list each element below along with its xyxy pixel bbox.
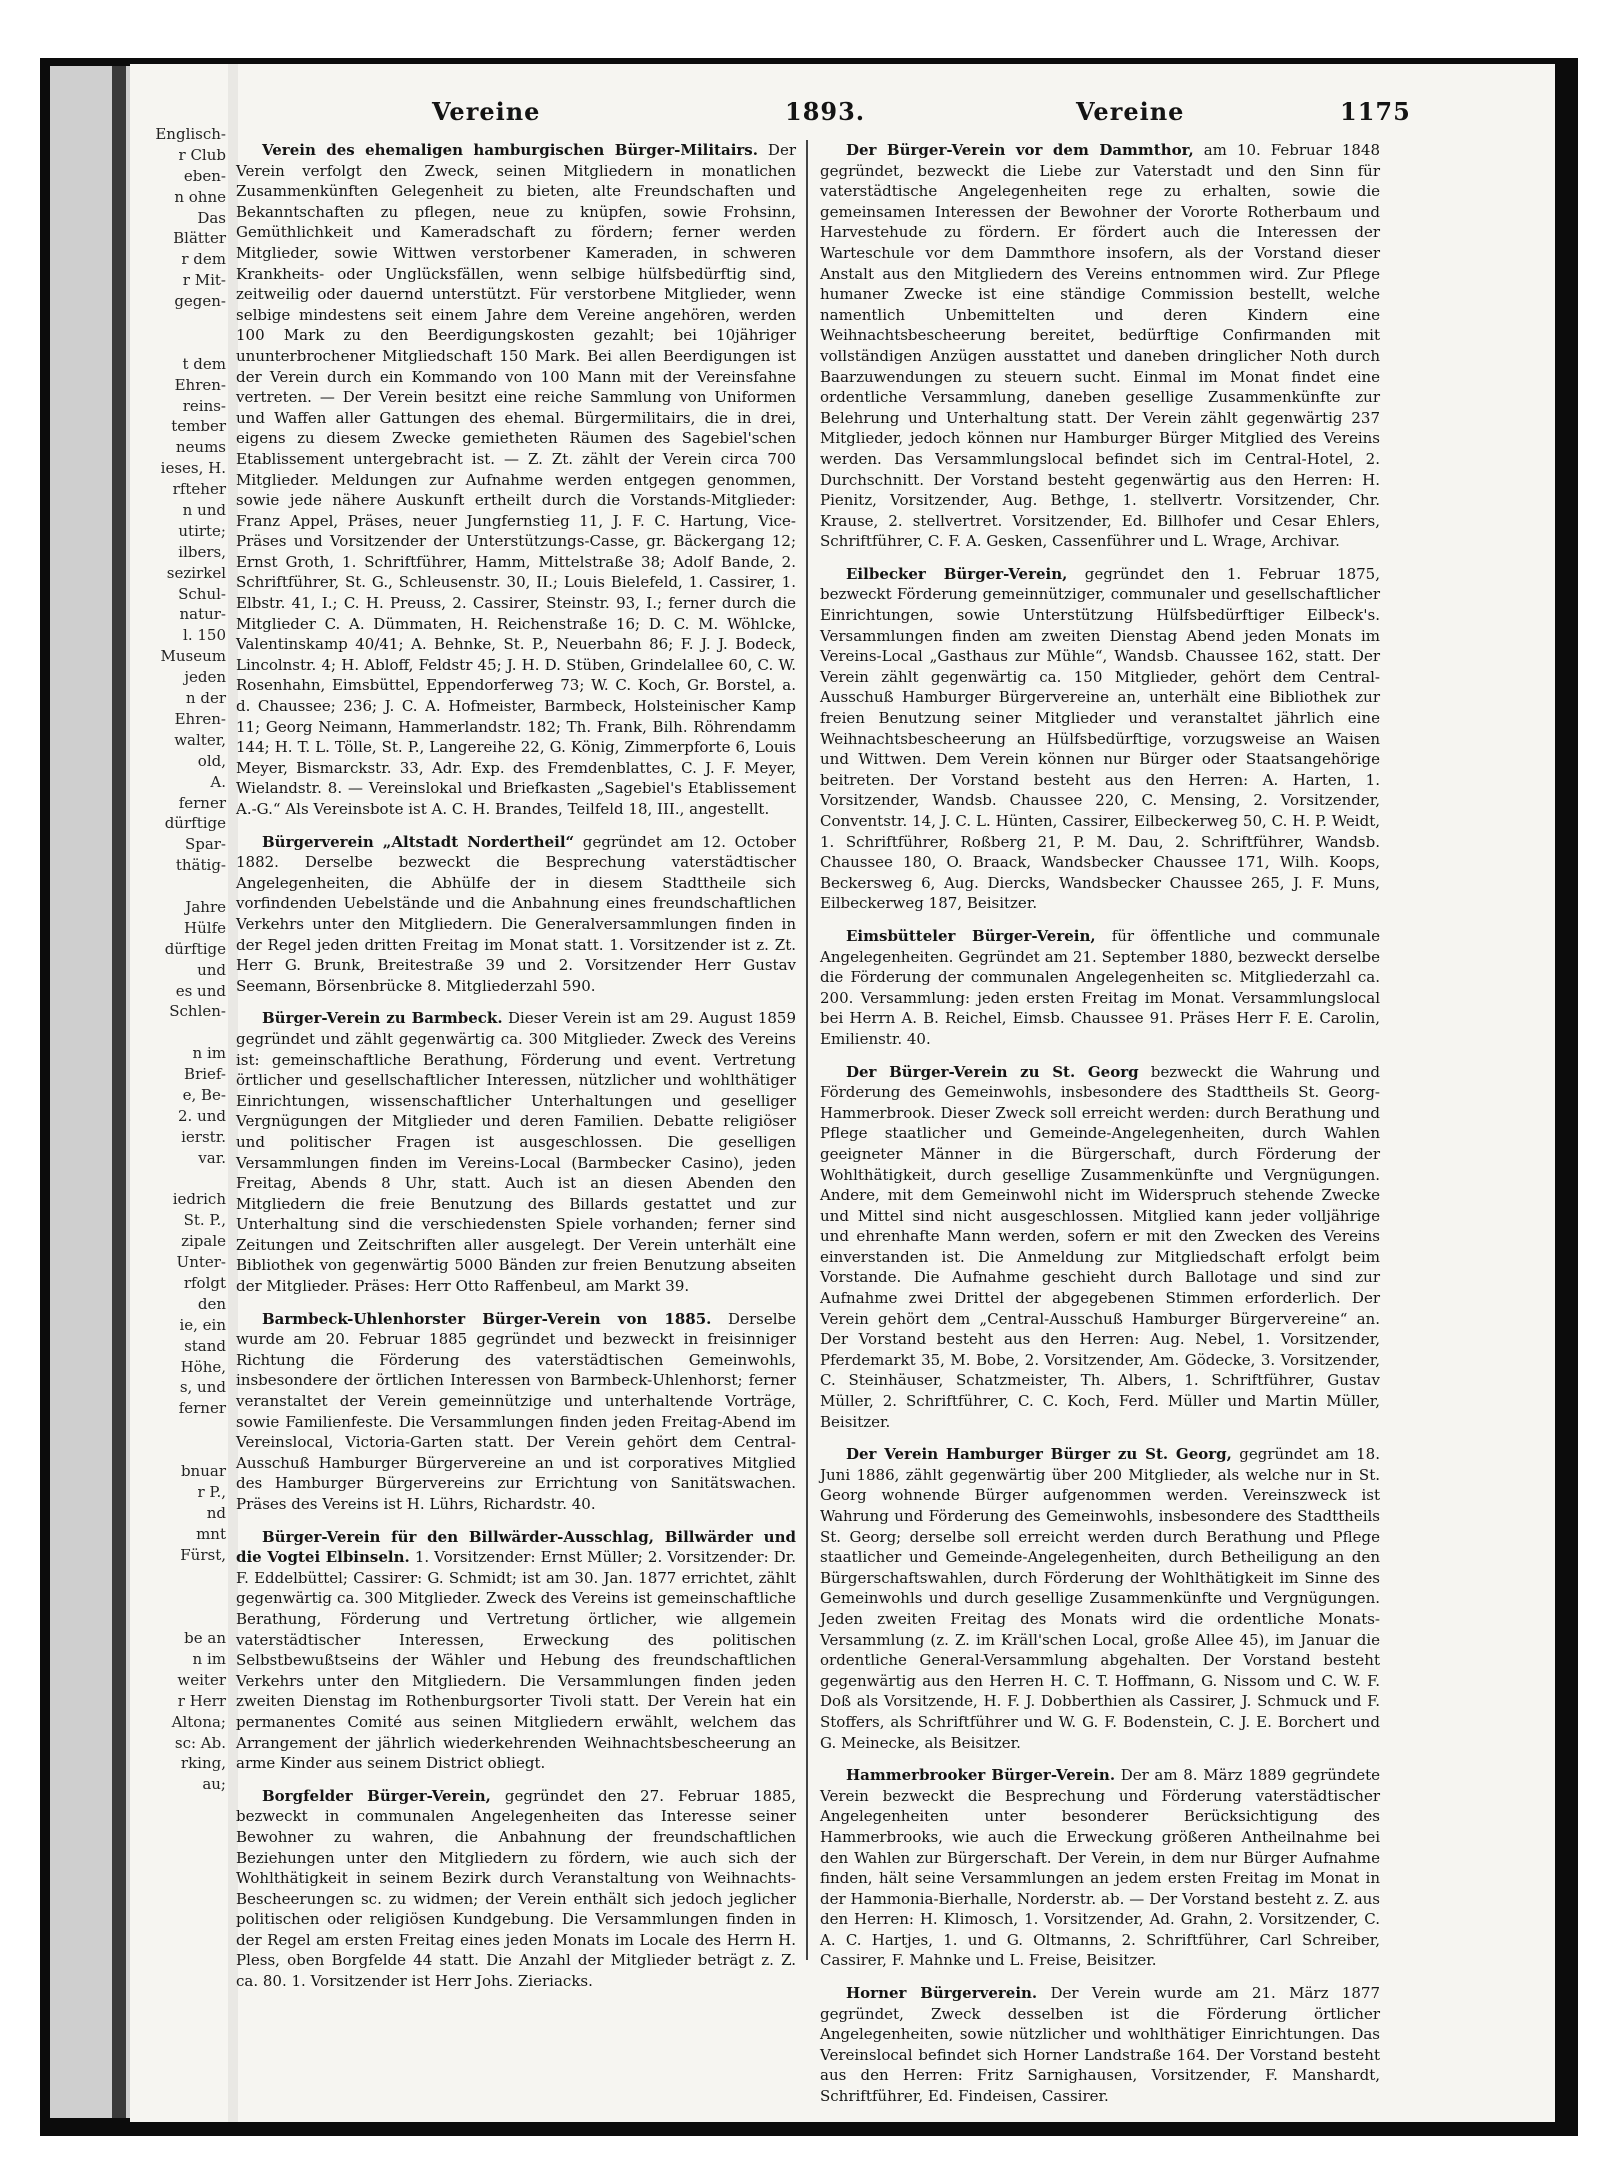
left-page-edge-line: Ehren- xyxy=(174,375,226,394)
left-page-edge-line xyxy=(130,1169,226,1190)
left-page-edge-line: n und xyxy=(182,501,226,520)
left-page-edge-line: var. xyxy=(198,1148,226,1167)
left-page-edge-line: e, Be- xyxy=(182,1085,226,1104)
left-page-edge-line: zipale xyxy=(181,1232,226,1251)
entry-title: Der Bürger-Verein zu St. Georg xyxy=(846,1062,1139,1081)
left-page-edge-line: Fürst, xyxy=(180,1545,226,1564)
left-page-edge-line: be an xyxy=(184,1629,226,1648)
entry-title: Der Verein Hamburger Bürger zu St. Georg, xyxy=(846,1445,1232,1464)
left-page-edge-line: iedrich xyxy=(172,1190,226,1209)
page-header xyxy=(300,97,1440,131)
column-divider xyxy=(806,140,808,1960)
left-page-edge-line: n ohne xyxy=(174,187,226,206)
left-page-edge-line: t dem xyxy=(182,354,226,373)
directory-entry xyxy=(820,1062,1380,1433)
left-page-edge-line: dürftige xyxy=(164,814,226,833)
left-page-edge-line xyxy=(130,312,226,333)
left-page-edge-line: utirte; xyxy=(178,521,226,540)
left-page-edge-line: Unter- xyxy=(176,1253,226,1272)
right-column xyxy=(820,140,1380,2106)
left-page-edge-line: Schlen- xyxy=(169,1002,226,1021)
left-page-edge-line: r P., xyxy=(197,1482,226,1501)
directory-entry xyxy=(236,1786,796,1992)
left-page-edge xyxy=(130,124,226,2084)
entry-title: Bürger-Verein zu Barmbeck. xyxy=(262,1009,503,1028)
left-page-edge-line: rfteher xyxy=(172,480,226,499)
left-page-edge-line xyxy=(130,1607,226,1628)
entry-title: Horner Bürgerverein. xyxy=(846,1984,1038,2003)
entry-title: Eimsbütteler Bürger-Verein, xyxy=(846,926,1096,945)
left-page-edge-line: und xyxy=(197,960,226,979)
entry-text: gegründet den 1. Februar 1875, bezweckt Förderung gemeinnütziger, communaler und gesellschaftlicher Einrichtungen, sowie Unterstützung Hülfsbedürftiger Eilbeck's. Versammlungen finden am zweiten Dienstag Abend jeden Monats im Vereins-Local „Gasthaus zur Mühle“, Wandsb. Chaussee 162, statt. Der Verein zählt gegenwärtig ca. 150 Mitglieder, gehört dem Central-Ausschuß Hamburger Bürgervereine an, unterhält eine Bibliothek zur freien Benutzung seiner Mitglieder und veranstaltet jährlich eine Weihnachtsbescheerung an Hülfsbedürftige, vorzugsweise an Waisen und Wittwen. Dem Verein können nur Bürger oder Staatsangehörige beitreten. Der Vorstand besteht aus den Herren: A. Harten, 1. Vorsitzender, Wandsb. Chaussee 220, C. Mensing, 2. Vorsitzender, Conventstr. 14, J. C. L. Hünten, Cassirer, Eilbeckerweg 50, C. H. P. Weidt, 1. Schriftführer, Roßberg 21, P. M. Dau, 2. Schriftführer, Wandsb. Chaussee 180, O. Braack, Wandsbecker Chaussee 171, Wilh. Koops, Beckersweg 6, Aug. Diercks, Wandsbecker Chaussee 265, J. F. Muns, Eilbeckerweg 187, Beisitzer. xyxy=(820,564,1380,913)
left-page-edge-line: weiter xyxy=(177,1670,226,1689)
left-page-edge-line: ferner xyxy=(178,793,226,812)
entry-text: am 10. Februar 1848 gegründet, bezweckt die Liebe zur Vaterstadt und den Sinn für vaterstädtische Angelegenheiten rege zu erhalten, sowie die gemeinsamen Interessen der Bewohner der Vororte Rotherbaum und Harvestehude zu fördern. Er fördert auch die Interessen der Warteschule vor dem Dammthore insofern, als der Vorstand dieser Anstalt aus den Mitgliedern des Vereins entnommen wird. Zur Pflege humaner Zwecke ist eine ständige Commission bestellt, welche namentlich Unbemittelten und deren Kindern eine Weihnachtsbescheerung bereitet, bedürftige Confirmanden mit vollständigen Anzügen ausstattet und daneben dringlicher Noth durch Baarzuwendungen zu steuern sucht. Einmal im Monat findet eine ordentliche Versammlung, daneben gesellige Zusammenkünfte zur Belehrung und Unterhaltung statt. Der Verein zählt gegenwärtig 237 Mitglieder, jedoch können nur Hamburger Bürger Mitglied des Vereins werden. Das Versammlungslocal befindet sich im Central-Hotel, 2. Durchschnitt. Der Vorstand besteht gegenwärtig aus den Herren: H. Pienitz, Vorsitzender, Aug. Bethge, 1. stellvertr. Vorsitzender, Chr. Krause, 2. stellvertret. Vorsitzender, Ed. Billhofer und Cesar Ehlers, Schriftführer, C. F. A. Gesken, Cassenführer und L. Wrage, Archivar. xyxy=(820,141,1380,551)
left-page-edge-line: Hülfe xyxy=(184,918,226,937)
left-page-edge-line: Schul- xyxy=(178,584,226,603)
left-page-edge-line: au; xyxy=(202,1775,226,1794)
entry-title: Borgfelder Bürger-Verein, xyxy=(262,1786,491,1805)
entry-title: Bürgerverein „Altstadt Nordertheil“ xyxy=(262,832,575,851)
left-page-edge-line: neums xyxy=(175,438,226,457)
directory-entry xyxy=(236,1008,796,1296)
left-page-edge-line: Spar- xyxy=(184,835,226,854)
left-page-edge-line: rfolgt xyxy=(183,1273,226,1292)
left-page-edge-line: Altona; xyxy=(171,1712,226,1731)
left-page-edge-line xyxy=(130,333,226,354)
left-page-edge-line: jeden xyxy=(184,668,226,687)
entry-text: Der Verein verfolgt den Zweck, seinen Mitgliedern in monatlichen Zusammenkünften Gelegenheit zu bieten, alte Freundschaften und Bekanntschaften zu pflegen, neue zu knüpfen, sowie Frohsinn, Gemüthlichkeit und Kameradschaft zu fördern; ferner werden Mitglieder, sowie Wittwen verstorbener Kameraden, in schweren Krankheits- oder Unglücksfällen, wenn selbige hülfsbedürftig sind, zeitweilig oder dauernd unterstützt. Für verstorbene Mitglieder, wenn selbige mindestens seit einem Jahre dem Vereine angehören, werden 100 Mark zu den Beerdigungskosten gezahlt; bei 10jähriger ununterbrochener Mitgliedschaft 150 Mark. Bei allen Beerdigungen ist der Verein durch ein Kommando von 100 Mann mit der Vereinsfahne vertreten. — Der Verein besitzt eine reiche Sammlung von Uniformen und Waffen aller Gattungen des ehemal. Bürgermilitairs, die in drei, eigens zu diesem Zwecke gemietheten Räumen des Sagebiel'schen Etablissement untergebracht ist. — Z. Zt. zählt der Verein circa 700 Mitglieder. Meldungen zur Aufnahme werden entgegen genommen, sowie jede nähere Auskunft ertheilt durch die Vorstands-Mitglieder: Franz Appel, Präses, neuer Jungfernstieg 11, J. F. C. Hartung, Vice-Präses und Vorsitzender der Unterstützungs-Casse, gr. Bäckergang 12; Ernst Groth, 1. Schriftführer, Hamm, Mittelstraße 38; Adolf Bande, 2. Schriftführer, St. G., Schleusenstr. 30, II.; Louis Bielefeld, 1. Cassirer, 1. Elbstr. 41, I.; C. H. Preuss, 2. Cassirer, Steinstr. 93, I.; ferner durch die Mitglieder C. A. Dümmaten, H. Reichenstraße 16; D. C. M. Wöhlcke, Valentinskamp 40/41; A. Behnke, St. P., Neuerbahn 86; F. J. J. Bodeck, Lincolnstr. 4; H. Abloff, Feldstr 45; J. H. D. Stüben, Grindelallee 60, C. W. Rosenhahn, Eimsbüttel, Eppendorferweg 73; W. C. Koch, Gr. Borstel, a. d. Chaussee; 236; J. C. A. Hofmeister, Barmbeck, Holsteinischer Kamp 11; Georg Neimann, Hammerlandstr. 182; Th. Frank, Bilh. Röhrendamm 144; H. T. L. Tölle, St. P., Langereihe 22, G. König, Zimmerpforte 6, Louis Meyer, Bismarckstr. 33, Adr. Exp. des Fremdenblattes, C. J. F. Meyer, Wielandstr. 8. — Vereinslokal und Briefkasten „Sagebiel's Etablissement A.-G.“ Als Vereinsbote ist A. C. H. Brandes, Teilfeld 18, III., angestellt. xyxy=(236,141,796,818)
entry-text: gegründet am 18. Juni 1886, zählt gegenwärtig über 200 Mitglieder, als welche nur in St. Georg wohnende Bürger aufgenommen werden. Vereinszweck ist Wahrung und Förderung des Gemeinwohls, insbesondere des Stadttheils St. Georg; derselbe soll erreicht werden durch Berathung und Pflege staatlicher und Gemeinde-Angelegenheiten, durch Betheiligung an den Bürgerschaftswahlen, durch Förderung der Wohlthätigkeit im Sinne des Gemeinwohls und durch gesellige Zusammenkünfte und Vergnügungen. Jeden zweiten Freitag des Monats wird die ordentliche Monats-Versammlung (z. Z. im Kräll'schen Local, große Allee 45), im Januar die ordentliche General-Versammlung abgehalten. Der Vorstand besteht gegenwärtig aus den Herren H. C. T. Hoffmann, G. Nissom und C. W. F. Doß als Vorsitzende, H. F. J. Dobberthien als Cassirer, J. Schmuck und F. Stoffers, als Schriftführer und W. G. F. Bodenstein, C. J. E. Borchert und G. Meinecke, als Beisitzer. xyxy=(820,1445,1380,1752)
left-page-edge-line: 2. und xyxy=(177,1106,226,1125)
entry-title: Barmbeck-Uhlenhorster Bürger-Verein von 1885. xyxy=(262,1309,712,1328)
left-page-edge-line: Ehren- xyxy=(174,709,226,728)
entry-text: Der Verein wurde am 21. März 1877 gegründet, Zweck desselben ist die Förderung örtlicher Angelegenheiten, sowie nützlicher und wohlthätiger Einrichtungen. Das Vereinslocal befindet sich Horner Landstraße 164. Der Vorstand besteht aus den Herren: Fritz Sarnighausen, Vorsitzender, F. Manshardt, Schriftführer, Ed. Findeisen, Cassirer. xyxy=(820,1984,1380,2106)
left-page-edge-line: sezirkel xyxy=(166,563,226,582)
left-page-edge-line xyxy=(130,1565,226,1586)
left-page-edge-line: stand xyxy=(184,1336,226,1355)
left-page-edge-line: reins- xyxy=(182,396,226,415)
left-page-edge-line: rking, xyxy=(180,1754,226,1773)
left-page-edge-line: ferner xyxy=(178,1399,226,1418)
left-page-edge-line: Das xyxy=(197,208,226,227)
left-page-edge-line: Höhe, xyxy=(180,1357,226,1376)
year-label: 1893. xyxy=(785,97,866,126)
book-spine xyxy=(112,66,126,2118)
left-page-edge-line: ieses, H. xyxy=(160,459,226,478)
left-page-edge-line xyxy=(130,876,226,897)
directory-entry xyxy=(236,140,796,820)
left-page-edge-line: old, xyxy=(197,751,226,770)
left-page-edge-line: mnt xyxy=(196,1524,226,1543)
left-page-edge-line: ilbers, xyxy=(178,542,226,561)
entry-title: Eilbecker Bürger-Verein, xyxy=(846,564,1068,583)
left-page-edge-line: Jahre xyxy=(185,897,226,916)
left-page-edge-line: n im xyxy=(192,1650,226,1669)
left-page-edge-line: Museum xyxy=(160,647,226,666)
left-page-edge-line: sc: Ab. xyxy=(174,1733,226,1752)
left-page-edge-line: Blätter xyxy=(173,229,226,248)
left-page-edge-line xyxy=(130,1419,226,1440)
left-page-edge-line: l. 150 xyxy=(183,626,226,645)
entry-title: Verein des ehemaligen hamburgischen Bürger-Militairs. xyxy=(262,141,758,159)
left-running-title: Vereine xyxy=(432,97,541,126)
directory-entry xyxy=(820,926,1380,1050)
entry-title: Der Bürger-Verein vor dem Dammthor, xyxy=(846,141,1194,159)
left-page-edge-line: dürftige xyxy=(164,939,226,958)
left-page-edge-line: r Herr xyxy=(177,1691,226,1710)
entry-text: 1. Vorsitzender: Ernst Müller; 2. Vorsitzender: Dr. F. Eddelbüttel; Cassirer: G. Schmidt; ist am 30. Jan. 1877 errichtet, zählt gegenwärtig ca. 300 Mitglieder. Zweck des Vereins ist gemeinschaftliche Berathung, Förderung und Vertretung örtlicher, wie allgemein vaterstädtischer Interessen, Erweckung des politischen Selbstbewußtseins der Wähler und Hebung des freundschaftlichen Verkehrs unter den Mitgliedern. Die Versammlungen finden jeden zweiten Dienstag im Rothenburgsorter Tivoli statt. Der Verein hat ein permanentes Comité aus seinen Mitgliedern erwählt, welchem das Arrangement der jährlich wiederkehrenden Weihnachtsbescheerung an arme Kinder aus seinem District obliegt. xyxy=(236,1548,796,1773)
directory-entry xyxy=(820,1765,1380,1971)
left-page-edge-line: r dem xyxy=(181,250,226,269)
left-page-edge-line: r Club xyxy=(178,145,226,164)
left-page-edge-line: walter, xyxy=(174,730,226,749)
left-page-edge-line xyxy=(130,1586,226,1607)
left-page-edge-line: Englisch- xyxy=(155,125,226,143)
left-page-edge-line: nd xyxy=(206,1503,226,1522)
left-page-edge-line: eben- xyxy=(183,166,226,185)
left-page-edge-line: Brief- xyxy=(184,1065,226,1084)
page-number: 1175 xyxy=(1340,97,1411,126)
directory-entry xyxy=(820,564,1380,914)
left-page-edge-line: natur- xyxy=(179,605,226,624)
entry-title: Bürger-Verein für den Billwärder-Ausschlag, Billwärder und die Vogtei Elbinseln. xyxy=(236,1527,796,1567)
left-column xyxy=(236,140,796,2020)
directory-entry xyxy=(236,1527,796,1774)
left-page-edge-line: ierstr. xyxy=(181,1127,226,1146)
entry-text: für öffentliche und communale Angelegenheiten. Gegründet am 21. September 1880, bezweckt derselbe die Förderung der communalen Angelegenheiten sc. Mitgliederzahl ca. 200. Versammlung: jeden ersten Freitag im Monat. Versammlungslocal bei Herrn A. B. Reichel, Eimsb. Chaussee 91. Präses Herr F. E. Carolin, Emilienstr. 40. xyxy=(820,926,1380,1048)
directory-entry xyxy=(820,140,1380,552)
entry-title: Hammerbrooker Bürger-Verein. xyxy=(846,1766,1116,1785)
entry-text: Derselbe wurde am 20. Februar 1885 gegründet und bezweckt in freisinniger Richtung die Förderung des vaterstädtischen Gemeinwohls, insbesondere der örtlichen Interessen von Barmbeck-Uhlenhorst; ferner veranstaltet der Verein gemeinnützige und unterhaltende Vorträge, sowie Familienfeste. Die Versammlungen finden jeden Freitag-Abend im Vereinslocal, Victoria-Garten statt. Der Verein gehört dem Central-Ausschuß Hamburger Bürgervereine an und ist corporatives Mitglied des Hamburger Bürgervereins zur Errichtung von Sanitätswachen. Präses des Vereins ist H. Lührs, Richardstr. 40. xyxy=(236,1309,796,1513)
left-page-edge-line: n im xyxy=(192,1044,226,1063)
left-page-edge-line: ie, ein xyxy=(179,1315,226,1334)
left-page-edge-line: tember xyxy=(171,417,226,436)
entry-text: Dieser Verein ist am 29. August 1859 gegründet und zählt gegenwärtig ca. 300 Mitglieder. Zweck des Vereins ist: gemeinschaftliche Berathung, Förderung und event. Vertretung örtlicher und gesellschaftlicher Interessen, nützlicher und wohlthätiger Einrichtungen, wissenschaftlicher Unterhaltungen und geselliger Vergnügungen der Mitglieder und deren Familien. Debatte religiöser und politischer Fragen ist ausgeschlossen. Die geselligen Versammlungen finden im Vereins-Local (Barmbecker Casino), jeden Freitag, Abends 8 Uhr, statt. Auch ist an diesen Abenden den Mitgliedern die freie Benutzung des Billards gestattet und zur Unterhaltung sind die verschiedensten Spiele vorhanden; ferner sind Zeitungen und Zeitschriften aller ausgelegt. Der Verein unterhält eine Bibliothek von gegenwärtig 5000 Bänden zur freien Benutzung abseiten der Mitglieder. Präses: Herr Otto Raffenbeul, am Markt 39. xyxy=(236,1009,797,1296)
directory-entry xyxy=(820,1983,1380,2107)
directory-entry xyxy=(236,1309,796,1515)
left-page-edge-line: A. xyxy=(210,772,226,791)
right-running-title: Vereine xyxy=(1076,97,1185,126)
entry-text: Der am 8. März 1889 gegründete Verein bezweckt die Besprechung und Förderung vaterstädtischer Angelegenheiten unter besonderer Berücksichtigung des Hammerbrooks, wie auch die Erweckung größeren Antheilnahme bei den Wahlen zur Bürgerschaft. Der Verein, in dem nur Bürger Aufnahme finden, hält seine Versammlungen an jedem ersten Freitag im Monat in der Hammonia-Bierhalle, Norderstr. ab. — Der Vorstand besteht z. Z. aus den Herren: H. Klimosch, 1. Vorsitzender, Ad. Grahn, 2. Vorsitzender, C. A. C. Hartjes, 1. und G. Oltmanns, 2. Schriftführer, Carl Schreiber, Cassirer, F. Mahnke und L. Freise, Beisitzer. xyxy=(820,1766,1380,1970)
left-page-edge-line xyxy=(130,1440,226,1461)
directory-entry xyxy=(236,832,796,997)
left-page-edge-line: s, und xyxy=(179,1378,226,1397)
left-page-edge-line: thätig- xyxy=(175,856,226,875)
entry-text: gegründet am 12. October 1882. Derselbe bezweckt die Besprechung vaterstädtischer Angelegenheiten, die Abhülfe der in diesem Stadttheile sich vorfindenden Uebelstände und die Anbahnung eines freundschaftlichen Verkehrs unter den Mitgliedern. Die Generalversammlungen finden in der Regel jeden dritten Freitag im Monat statt. 1. Vorsitzender ist z. Zt. Herr G. Brunk, Breitestraße 39 und 2. Vorsitzender Herr Gustav Seemann, Börsenbrücke 8. Mitgliederzahl 590. xyxy=(236,832,796,995)
entry-text: bezweckt die Wahrung und Förderung des Gemeinwohls, insbesondere des Stadttheils St. Georg-Hammerbrook. Dieser Zweck soll erreicht werden: durch Berathung und Pflege staatlicher und Gemeinde-Angelegenheiten, durch Wahlen geeigneter Männer in die Bürgerschaft, durch Förderung der Wohlthätigkeit, durch gesellige Zusammenkünfte und Vergnügungen. Andere, mit dem Gemeinwohl nicht im Widerspruch stehende Zwecke und Mittel sind nicht ausgeschlossen. Mitglied kann jeder volljährige und ehrenhafte Mann werden, sofern er mit den Zwecken des Vereins einverstanden ist. Die Anmeldung zur Mitgliedschaft erfolgt beim Vorstande. Die Aufnahme geschieht durch Ballotage und sind zur Aufnahme zwei Drittel der abgegebenen Stimmen erforderlich. Der Verein gehört dem „Central-Ausschuß Hamburger Bürgervereine“ an. Der Vorstand besteht aus den Herren: Aug. Nebel, 1. Vorsitzender, Pferdemarkt 35, M. Bobe, 2. Vorsitzender, Am. Gödecke, 3. Vorsitzender, C. Steinhäuser, Schatzmeister, Th. Albers, 1. Schriftführer, Gustav Müller, 2. Schriftführer, C. C. Koch, Ferd. Müller und Martin Müller, Beisitzer. xyxy=(820,1062,1380,1431)
left-page-edge-line: gegen- xyxy=(174,292,226,311)
left-page-edge-line xyxy=(130,1022,226,1043)
left-page-edge-line: den xyxy=(197,1294,226,1313)
left-page-edge-line: es und xyxy=(175,981,226,1000)
entry-text: gegründet den 27. Februar 1885, bezweckt in communalen Angelegenheiten das Interesse seiner Bewohner zu wahren, die Anbahnung der freundschaftlichen Beziehungen unter den Mitgliedern zu fördern, wie auch sich der Wohlthätigkeit in seinem Bezirk durch Veranstaltung von Weihnachts-Bescheerungen sc. zu widmen; der Verein enthält sich jedoch jeglicher politischen oder religiösen Kundgebung. Die Versammlungen finden in der Regel am ersten Freitag eines jeden Monats im Locale des Herrn H. Pless, oben Borgfelde 44 statt. Die Anzahl der Mitglieder beträgt z. Z. ca. 80. 1. Vorsitzender ist Herr Johs. Zieriacks. xyxy=(236,1786,796,1991)
left-page-edge-line: St. P., xyxy=(183,1211,226,1230)
left-page-edge-line: r Mit- xyxy=(182,271,226,290)
left-page-edge-line: bnuar xyxy=(180,1462,226,1480)
directory-entry xyxy=(820,1444,1380,1753)
left-page-edge-line: n der xyxy=(185,689,226,708)
